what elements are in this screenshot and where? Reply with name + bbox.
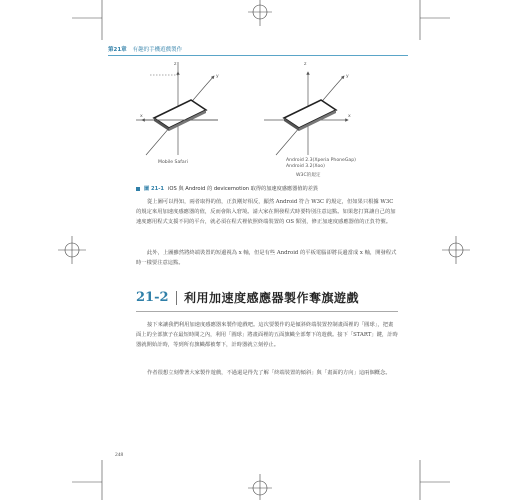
crop-mark-bottom-left (72, 460, 112, 500)
chapter-title: 有趣的手機遊戲製作 (132, 47, 183, 53)
registration-mark-left-center (56, 234, 88, 266)
figure-accelerometer-axes (136, 60, 396, 180)
axis-z-label-right: z (304, 62, 307, 67)
paragraph-2: 此外，上圖雖然將終端裝置的短邊視為 x 軸，但是有些 Android 的平板電腦卻將長邊當成 x 軸，開發程式時一樣要注意這點。 (136, 250, 397, 266)
caption-text: iOS 與 Android 的 devicemotion 取得的加速度感應器值的差異 (167, 186, 319, 192)
paragraph-3: 接下來讓我們利用加速度感應器來製作遊戲吧。這次要製作的是傾斜終端裝置控制畫面裡的「圓球」，把畫面上的全部旗子在最短時間之內，利用「圓球」將畫面裡的五面旗幟全部奪下的遊戲。接下「START」鍵，計時器就開始計時，等到所有旗幟都被奪下，計時器就立刻停止。 (136, 322, 398, 348)
page-number: 248 (115, 452, 124, 458)
running-header (108, 44, 182, 54)
device-diagram-mobile-safari (136, 62, 218, 155)
paragraph-1: 從上圖可以得知，兩者取得的值，正負剛好相反，顯然 Android 符合 W3C 的規定，但如果只根據 W3C 的規定來用加速度感應器的值，反而會陷入窘境。請大家在開發程式時要特別注意這點。如果您打算讓自己的加速度應用程式支援不同的平台，就必須在程式裡依照終端裝置的 OS 類別，修正加速度感應器值的正負符號。 (136, 199, 396, 225)
section-title: 利用加速度感應器製作奪旗遊戲 (184, 291, 360, 305)
label-android-2-3: Android 2.3(Xperia PhoneGap) (286, 158, 356, 163)
caption-marker-icon (136, 187, 140, 191)
section-number: 21-2 (136, 290, 169, 305)
header-divider (108, 55, 408, 56)
registration-mark-right-center (440, 234, 472, 266)
axis-x-label-right: x (348, 114, 351, 119)
crop-mark-bottom-right (410, 460, 450, 500)
axis-y-label-left: y (216, 74, 219, 79)
axis-x-label-left: x (140, 114, 143, 119)
figure-caption (136, 185, 318, 192)
paragraph-4: 作者很想立刻帶著大家製作遊戲，不過還是得先了解「終端裝置的傾斜」與「畫面的方向」這兩個概念。 (147, 370, 391, 376)
label-mobile-safari: Mobile Safari (158, 160, 188, 165)
label-android-3-2: Android 3.2(Xoo) (286, 164, 325, 169)
registration-mark-top-center (244, 0, 276, 30)
chapter-label: 第21章 (108, 47, 127, 53)
axis-z-label-left: z (174, 62, 177, 67)
crop-mark-top-right (410, 0, 450, 40)
axis-y-label-right: y (346, 74, 349, 79)
crop-mark-top-left (72, 0, 112, 40)
registration-mark-bottom-center (244, 470, 276, 500)
figure-number: 圖 21-1 (144, 186, 164, 192)
section-divider-bar (176, 291, 178, 305)
label-w3c-spec: W3C的規定 (296, 173, 321, 178)
device-diagram-android (264, 72, 348, 155)
section-underline (136, 311, 398, 312)
section-heading (136, 289, 359, 306)
